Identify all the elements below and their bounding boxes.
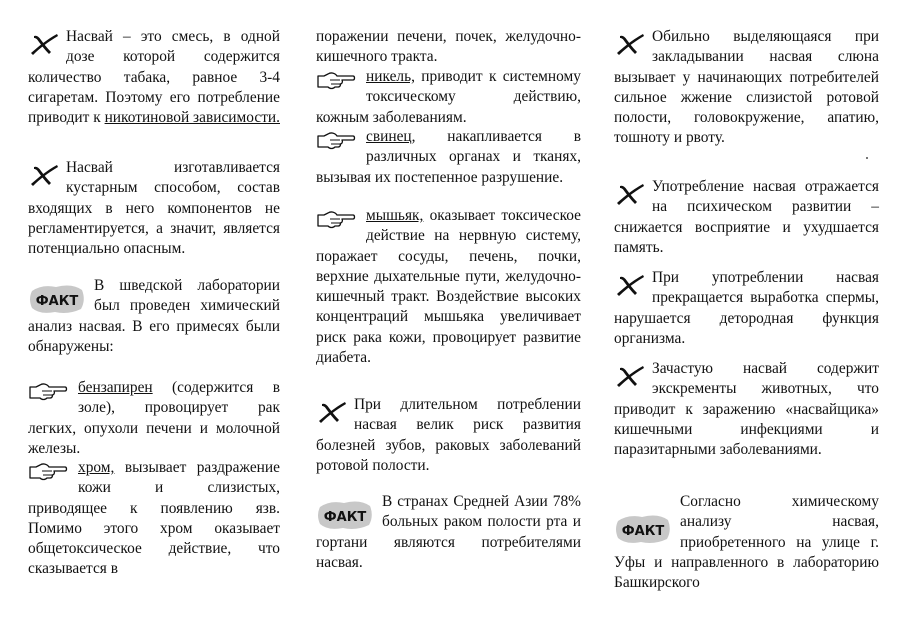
term-nickel: никель, bbox=[366, 68, 415, 85]
paragraph-nicotine: Насвай – это смесь, в одной дозе которой содержится количество табака, равное 3-4 сигаретам. Поэтому его потребление приводит к bbox=[28, 28, 280, 127]
cross-mark-icon bbox=[28, 162, 60, 188]
paragraph-infections: Зачастую насвай содержит экскременты животных, что приводит к заражению «насвайщика» кишечными инфекциями и паразитарными заболеваниями. bbox=[614, 360, 879, 459]
block-handmade bbox=[28, 158, 280, 259]
paragraph-swedish-lab: В шведской лаборатории был проведен химический анализ насвая. В его примесях были обнаружены: bbox=[28, 277, 280, 355]
cross-mark-icon bbox=[614, 363, 646, 389]
bullet-nickel bbox=[316, 67, 581, 128]
block-continuation bbox=[316, 27, 581, 68]
fact-label: ФАКТ bbox=[621, 524, 665, 539]
pointing-hand-icon bbox=[28, 460, 68, 482]
term-arsenic: мышьяк, bbox=[366, 207, 424, 224]
block-saliva bbox=[614, 27, 879, 149]
text-arsenic: оказывает токсическое действие на нервную систему, поражает сосуды, печень, почки, верхние дыхательные пути, желудочно-кишечный тракт. Воздействие высоких концентраций мышьяка увеличивает риск рака кожи, провоцирует развитие диабета. bbox=[316, 207, 581, 367]
fact-label: ФАКТ bbox=[323, 510, 367, 525]
paragraph-saliva: Обильно выделяющаяся при закладывании насвая слюна вызывает у начинающих потребителей сильное жжение слизистой ротовой полости, головокружение, апатию, тошноту и рвоту. bbox=[614, 28, 879, 147]
fact-stamp-icon bbox=[28, 282, 86, 316]
paragraph-handmade: Насвай изготавливается кустарным способом, состав входящих в него компонентов не регламентируется, а значит, является потенциально опасным. bbox=[28, 159, 280, 258]
text-chromium: вызывает раздражение кожи и слизистых, приводящее к появлению язв. Помимо этого хром оказывает общетоксическое действие, что сказывается в bbox=[28, 459, 280, 578]
fact-label: ФАКТ bbox=[35, 294, 79, 309]
term-benzpyrene: бензапирен bbox=[78, 379, 153, 396]
block-swedish-lab bbox=[28, 276, 280, 357]
text-lead: накапливается в различных органах и тканях, вызывая их постепенное разрушение. bbox=[316, 128, 581, 186]
bullet-chromium bbox=[28, 458, 280, 580]
bullet-lead bbox=[316, 127, 581, 188]
block-reproductive bbox=[614, 268, 879, 349]
block-ufa-analysis bbox=[614, 492, 879, 593]
pointing-hand-icon bbox=[28, 380, 68, 402]
paragraph-continuation: поражении печени, почек, желудочно-кишечного тракта. bbox=[316, 28, 581, 66]
text-nickel: приводит к системному токсическому действию, кожным заболеваниям. bbox=[316, 68, 581, 126]
paragraph-ufa-analysis: Согласно химическому анализу насвая, приобретенного на улице г. Уфы и направленного в лабораторию Башкирского bbox=[614, 493, 879, 592]
fact-stamp-icon bbox=[316, 498, 374, 532]
paragraph-mental-development: Употребление насвая отражается на психическом развитии – снижается восприятие и ухудшается память. bbox=[614, 178, 879, 256]
term-lead: свинец, bbox=[366, 128, 416, 145]
column-left bbox=[28, 0, 280, 631]
bullet-benzpyrene bbox=[28, 378, 280, 459]
pointing-hand-icon bbox=[316, 129, 356, 151]
fact-stamp-icon bbox=[614, 512, 672, 546]
cross-mark-icon bbox=[614, 181, 646, 207]
pointing-hand-icon bbox=[316, 208, 356, 230]
stray-dot bbox=[866, 157, 868, 159]
pointing-hand-icon bbox=[316, 69, 356, 91]
column-middle bbox=[316, 0, 581, 631]
block-mental-development bbox=[614, 177, 879, 258]
cross-mark-icon bbox=[28, 31, 60, 57]
block-central-asia bbox=[316, 492, 581, 573]
paragraph-long-term-use: При длительном потреблении насвая велик риск развития болезней зубов, раковых заболеваний ротовой полости. bbox=[316, 396, 581, 474]
block-nicotine bbox=[28, 27, 280, 128]
text-benzpyrene: (содержится в золе), провоцирует рак легких, опухоли печени и молочной железы. bbox=[28, 379, 280, 457]
cross-mark-icon bbox=[614, 272, 646, 298]
cross-mark-icon bbox=[316, 399, 348, 425]
term-chromium: хром, bbox=[78, 459, 115, 476]
nicotine-dependence-link: никотиновой зависимости. bbox=[104, 109, 280, 127]
paragraph-central-asia: В странах Средней Азии 78% больных раком полости рта и гортани являются потребителями насвая. bbox=[316, 493, 581, 571]
cross-mark-icon bbox=[614, 31, 646, 57]
paragraph-reproductive: При употреблении насвая прекращается выработка спермы, нарушается детородная функция организма. bbox=[614, 269, 879, 347]
block-long-term-use bbox=[316, 395, 581, 476]
bullet-arsenic bbox=[316, 206, 581, 368]
column-right bbox=[614, 0, 879, 631]
block-infections bbox=[614, 359, 879, 460]
